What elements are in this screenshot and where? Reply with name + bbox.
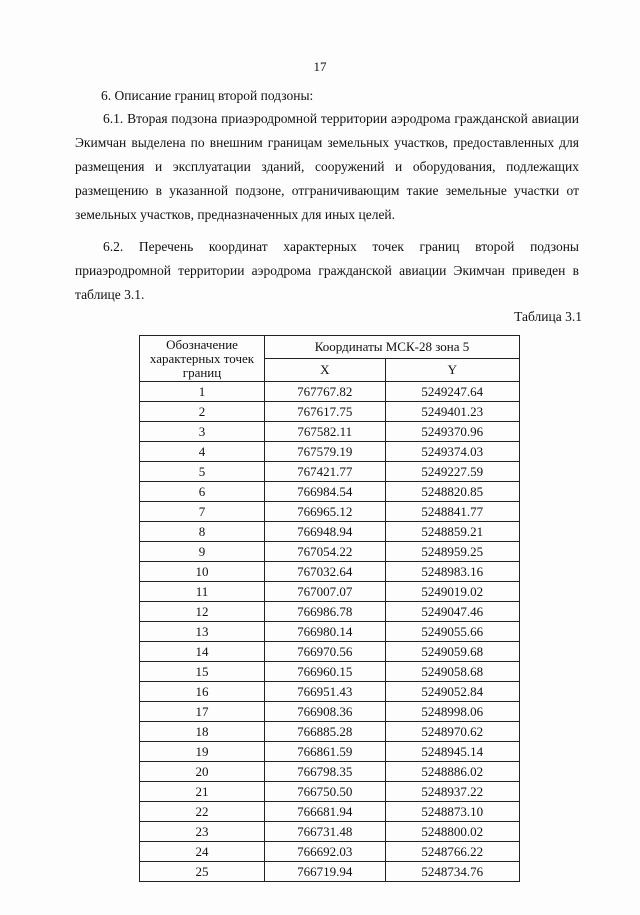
table-row: [140, 842, 520, 862]
cell-x: 766970.56: [265, 642, 386, 662]
cell-point-number: 2: [140, 402, 265, 422]
paragraph-6-1: [75, 107, 579, 227]
cell-y: 5249059.68: [385, 642, 519, 662]
paragraph-6-2-text: 6.2. Перечень координат характерных точек границ второй подзоны приаэродромной территории аэродрома гражданской авиации Экимчан приведен в таблице 3.1.: [75, 239, 579, 302]
table-row: [140, 542, 520, 562]
cell-x: 766681.94: [265, 802, 386, 822]
table-row: [140, 822, 520, 842]
paragraph-6-1-text: 6.1. Вторая подзона приаэродромной территории аэродрома гражданской авиации Экимчан выделена по внешним границам земельных участков, предоставленных для размещения и эксплуатации зданий, сооружений и оборудования, подлежащих размещению в указанной подзоне, отграничивающим такие земельные участки от земельных участков, предназначенных для иных целей.: [75, 111, 579, 222]
cell-y: 5248970.62: [385, 722, 519, 742]
cell-x: 766731.48: [265, 822, 386, 842]
table-row: [140, 422, 520, 442]
cell-point-number: 4: [140, 442, 265, 462]
table-row: [140, 742, 520, 762]
table-row: [140, 762, 520, 782]
page-number: 17: [313, 59, 327, 74]
cell-x: 767421.77: [265, 462, 386, 482]
cell-point-number: 9: [140, 542, 265, 562]
cell-point-number: 23: [140, 822, 265, 842]
cell-point-number: 12: [140, 602, 265, 622]
cell-point-number: 16: [140, 682, 265, 702]
cell-x: 767582.11: [265, 422, 386, 442]
table-body: [140, 382, 520, 882]
cell-point-number: 7: [140, 502, 265, 522]
cell-y: 5249247.64: [385, 382, 519, 402]
cell-x: 766951.43: [265, 682, 386, 702]
cell-point-number: 13: [140, 622, 265, 642]
cell-y: 5248873.10: [385, 802, 519, 822]
cell-y: 5249055.66: [385, 622, 519, 642]
table-row: [140, 862, 520, 882]
header-designation: Обозначение характерных точек границ: [140, 336, 265, 382]
coordinates-table: [139, 335, 520, 882]
cell-y: 5248937.22: [385, 782, 519, 802]
cell-x: 766980.14: [265, 622, 386, 642]
cell-y: 5248945.14: [385, 742, 519, 762]
cell-y: 5248841.77: [385, 502, 519, 522]
cell-y: 5248859.21: [385, 522, 519, 542]
cell-point-number: 11: [140, 582, 265, 602]
cell-point-number: 18: [140, 722, 265, 742]
paragraph-6-2: [75, 235, 579, 307]
cell-x: 767007.07: [265, 582, 386, 602]
cell-point-number: 8: [140, 522, 265, 542]
cell-y: 5249047.46: [385, 602, 519, 622]
cell-x: 766908.36: [265, 702, 386, 722]
cell-point-number: 21: [140, 782, 265, 802]
cell-x: 766960.15: [265, 662, 386, 682]
cell-y: 5248766.22: [385, 842, 519, 862]
cell-x: 766692.03: [265, 842, 386, 862]
cell-x: 767054.22: [265, 542, 386, 562]
cell-x: 767617.75: [265, 402, 386, 422]
header-y: Y: [385, 359, 519, 382]
cell-x: 767579.19: [265, 442, 386, 462]
cell-point-number: 1: [140, 382, 265, 402]
cell-x: 766948.94: [265, 522, 386, 542]
table-row: [140, 802, 520, 822]
table-row: [140, 602, 520, 622]
table-row: [140, 782, 520, 802]
cell-y: 5249058.68: [385, 662, 519, 682]
cell-y: 5248998.06: [385, 702, 519, 722]
cell-y: 5249227.59: [385, 462, 519, 482]
header-coordinates: Координаты МСК-28 зона 5: [265, 336, 520, 359]
cell-y: 5248820.85: [385, 482, 519, 502]
cell-y: 5248800.02: [385, 822, 519, 842]
cell-point-number: 5: [140, 462, 265, 482]
table-row: [140, 662, 520, 682]
cell-x: 767032.64: [265, 562, 386, 582]
table-row: [140, 642, 520, 662]
cell-y: 5249019.02: [385, 582, 519, 602]
cell-x: 766984.54: [265, 482, 386, 502]
cell-point-number: 20: [140, 762, 265, 782]
table-row: [140, 402, 520, 422]
cell-x: 766750.50: [265, 782, 386, 802]
cell-x: 767767.82: [265, 382, 386, 402]
cell-y: 5248959.25: [385, 542, 519, 562]
cell-x: 766861.59: [265, 742, 386, 762]
cell-y: 5249370.96: [385, 422, 519, 442]
table-row: [140, 502, 520, 522]
cell-point-number: 6: [140, 482, 265, 502]
cell-point-number: 22: [140, 802, 265, 822]
cell-x: 766719.94: [265, 862, 386, 882]
cell-point-number: 17: [140, 702, 265, 722]
table-row: [140, 682, 520, 702]
table-row: [140, 622, 520, 642]
cell-point-number: 14: [140, 642, 265, 662]
cell-point-number: 19: [140, 742, 265, 762]
cell-y: 5248886.02: [385, 762, 519, 782]
cell-point-number: 24: [140, 842, 265, 862]
cell-point-number: 10: [140, 562, 265, 582]
table-row: [140, 582, 520, 602]
header-x: X: [265, 359, 386, 382]
cell-y: 5249374.03: [385, 442, 519, 462]
cell-y: 5249052.84: [385, 682, 519, 702]
section-heading: 6. Описание границ второй подзоны:: [101, 88, 314, 103]
table-row: [140, 482, 520, 502]
table-row: [140, 522, 520, 542]
cell-x: 766965.12: [265, 502, 386, 522]
table-row: [140, 722, 520, 742]
table-row: [140, 562, 520, 582]
table-row: [140, 462, 520, 482]
table-row: [140, 702, 520, 722]
cell-y: 5249401.23: [385, 402, 519, 422]
cell-x: 766885.28: [265, 722, 386, 742]
cell-x: 766798.35: [265, 762, 386, 782]
cell-y: 5248734.76: [385, 862, 519, 882]
table-row: [140, 382, 520, 402]
table-row: [140, 442, 520, 462]
cell-point-number: 3: [140, 422, 265, 442]
cell-point-number: 15: [140, 662, 265, 682]
table-caption: Таблица 3.1: [514, 309, 582, 324]
cell-y: 5248983.16: [385, 562, 519, 582]
cell-x: 766986.78: [265, 602, 386, 622]
cell-point-number: 25: [140, 862, 265, 882]
